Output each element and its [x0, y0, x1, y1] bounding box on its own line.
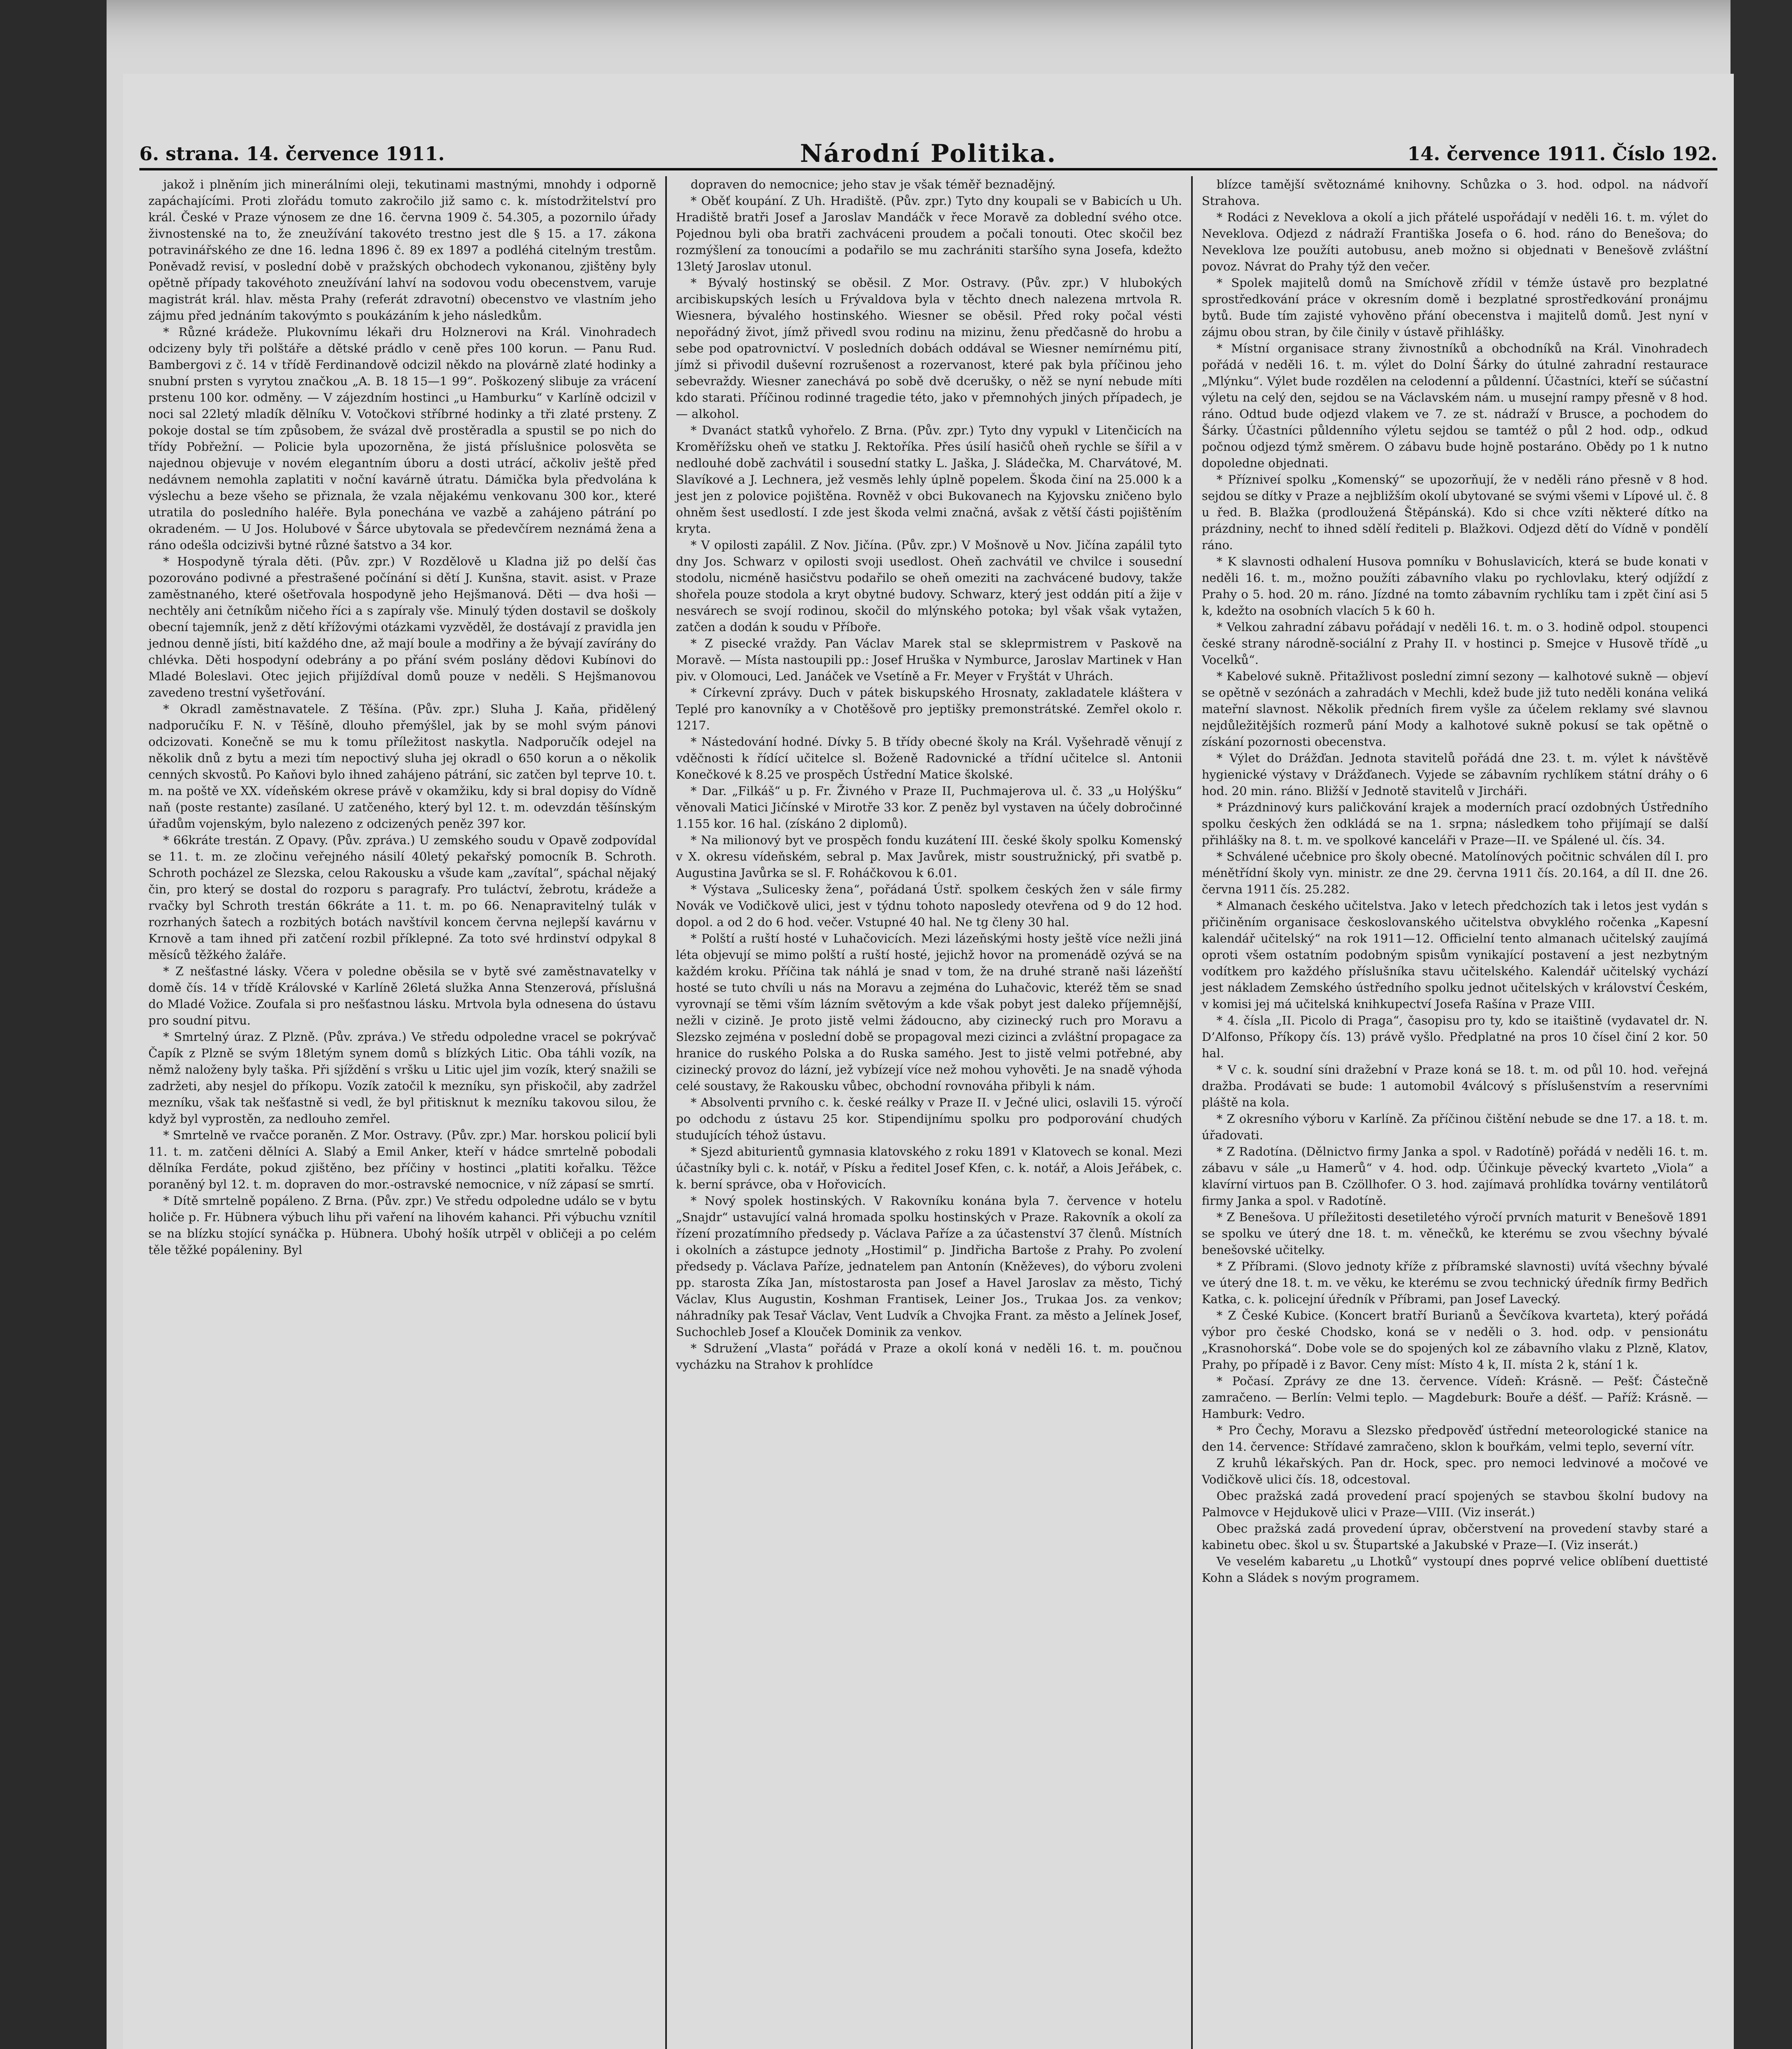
article-paragraph: * Z Příbrami. (Slovo jednoty kříže z příbramské slavnosti) uvítá všechny bývalé ve úterý dne 18. t. m. ve věku, ke kterému se zvou technický úředník firmy Bedřich Katka, c. k. policejní úředník v Příbrami, pan Josef Lavecký. [1202, 1259, 1708, 1306]
article-paragraph: * Z České Kubice. (Koncert bratří Burianů a Ševčíkova kvarteta), který pořádá výbor pro české Chodsko, koná se v neděli o 3. hod. odp. v pensionátu „Krasnohorská“. Dobe vole se do spojených kol ze zábavního vlaku z Plzně, Klatov, Prahy, po případě i z Bavor. Ceny míst: Místo 4 k, II. místa 2 k, stání 1 k. [1202, 1308, 1708, 1372]
article-paragraph: * Rodáci z Neveklova a okolí a jich přátelé uspořádají v neděli 16. t. m. výlet do Neveklova. Odjezd z nádraží Františka Josefa o 6. hod. ráno do Benešova; do Neveklova lze použíti autobusu, aneb možno si objednati v Benešově zvláštní povoz. Návrat do Prahy týž den večer. [1202, 210, 1708, 273]
column-2 [665, 176, 1191, 2049]
article-paragraph: * Almanach českého učitelstva. Jako v letech předchozích tak i letos jest vydán s přičiněním organisace českoslovanského učitelstva obvyklého ročenka „Kapesní kalendář učitelský“ na rok 1911—12. Officielní tento almanach učitelský zaujímá oproti všem ostatním podobným spisům vynikající postavení a jest nezbytným vodítkem pro každého příslušníka stavu učitelského. Kalendář učitelský vychází jest nákladem Zemského ústředního spolku jednot učitelských v království Českém, v komisi jej má učitelská knihkupectví Josefa Rašína v Praze VIII. [1202, 899, 1708, 1011]
article-columns [139, 176, 1717, 2049]
article-paragraph: * Smrtelný úraz. Z Plzně. (Pův. zpráva.) Ve středu odpoledne vracel se pokrývač Čapík z Plzně se svým 18letým synem domů s blízkých Litic. Oba táhli vozík, na němž naloženy byly taška. Při sjíždění s vršku u Litic ujel jim vozík, který snažili se zadržeti, aby nesjel do příkopu. Vozík zatočil k mezníku, syn přiskočil, aby zadržel mezníku, však tak nešťastně si vedl, že byl přitisknut k mezníku takovou silou, že když byl vyprostěn, za nedlouho zemřel. [148, 1030, 656, 1126]
article-paragraph: * Nový spolek hostinských. V Rakovníku konána byla 7. července v hotelu „Snajdr“ ustavující valná hromada spolku hostinských v Praze. Rakovník a okolí za řízení prozatímního předsedy p. Václava Paříze a za účastenství 37 členů. Místních i okolních a zástupce jednoty „Hostimil“ p. Jindřicha Bartoše z Prahy. Po zvolení předsedy p. Václava Paříze, jednatelem pan Antonín (Kněževes), do výboru zvoleni pp. starosta Zíka Jan, místostarosta pan Josef a Havel Jaroslav za město, Tichý Václav, Klus Augustin, Koshman Frantisek, Leiner Jos., Trukaa Jos. za venkov; náhradníky pak Tesař Václav, Vent Ludvík a Chvojka Frant. za město a Jelínek Josef, Suchochleb Josef a Klouček Dominik za venkov. [676, 1194, 1182, 1339]
article-paragraph: * Církevní zprávy. Duch v pátek biskupského Hrosnaty, zakladatele kláštera v Teplé pro kanovníky a v Chotěšově pro jeptišky premonstrátské. Zemřel okolo r. 1217. [676, 686, 1182, 732]
article-paragraph: * Polští a ruští hosté v Luhačovicích. Mezi lázeňskými hosty ještě více nežli jiná léta objevují se mimo polští a ruští hosté, jejichž hovor na promenádě ozývá se na každém kroku. Příčina tak náhlá je snad v tom, že na druhé straně naši lázeňští hosté se tuto chvíli u nás na Moravu a zejména do Luhačovic, kteréž těm se snad vyrovnají se těmi vším lázním světovým a kde však pobyt jest daleko příjemnější, nežli v cizině. Je proto jistě velmi žádoucno, aby cizinecký ruch pro Moravu a Slezsko zejména v poslední době se propagoval mezi cizinci a zvláštní propagace za hranice do ruského Polska a do Ruska samého. Jest to jistě velmi potřebné, aby cizinecký provoz do lázní, jež vybízejí více než mohou vyhověti. Je na snadě výhoda celé soustavy, že Rakousku vůbec, obchodní rovnováha přibyli k nám. [676, 931, 1182, 1093]
article-paragraph: blízce tamější světoznámé knihovny. Schůzka o 3. hod. odpol. na nádvoří Strahova. [1202, 177, 1708, 208]
article-paragraph: * Z pisecké vraždy. Pan Václav Marek stal se skleprmistrem v Paskově na Moravě. — Místa nastoupili pp.: Josef Hruška v Nymburce, Jaroslav Martinek v Han piv. v Olomouci, Led. Janáček ve Vsetíně a Fr. Meyer v Fryštát v Uhrách. [676, 636, 1182, 683]
page-number-date: 6. strana. 14. července 1911. [139, 143, 445, 165]
scan-right-margin [1731, 0, 1792, 2049]
article-paragraph: Z kruhů lékařských. Pan dr. Hock, spec. pro nemoci ledvinové a močové ve Vodičkově ulici čís. 18, odcestoval. [1202, 1456, 1708, 1486]
newspaper-page [123, 74, 1734, 2049]
page-header [139, 139, 1717, 170]
article-paragraph: dopraven do nemocnice; jeho stav je však téměř beznadějný. [691, 177, 1056, 191]
article-paragraph: * Bývalý hostinský se oběsil. Z Mor. Ostravy. (Pův. zpr.) V hlubokých arcibiskupských lesích u Frývaldova byla v těchto dnech nalezena mrtvola R. Wiesnera, bývalého hostinského. Wiesner se oběsil. Před roky počal vésti nepořádný život, jímž přivedl svou rodinu na mizinu, ženu předčasně do hrobu a sebe pod opatrovnictví. V posledních dobách oddával se Wiesner nemírnému pití, jímž si přivodil duševní rozrušenost a rozervanost, které pak byla příčinou jeho sebevraždy. Wiesner zanechává po sobě dvě dcerušky, o něž se nyní nebude míti kdo starati. Příčinou rodinné tragedie této, jako v přemnohých jiných případech, je — alkohol. [676, 276, 1182, 421]
article-paragraph: * V c. k. soudní síni dražební v Praze koná se 18. t. m. od půl 10. hod. veřejná dražba. Prodávati se bude: 1 automobil 4válcový s příslušenstvím a reservními pláště na kola. [1202, 1063, 1708, 1109]
column-3 [1191, 176, 1717, 2049]
issue-date-number: 14. července 1911. Číslo 192. [1407, 143, 1717, 165]
article-paragraph: * Hospodyně týrala děti. (Pův. zpr.) V Rozdělově u Kladna již po delší čas pozorováno podivné a přestrašené počínání si dětí J. Kunšna, stavit. asist. v Praze zaměstnaného, které ošetřovala hospodyně jeho Hejšmanová. Děti — dva hoši — nechtěly ani četníkům ničeho říci a s zapíraly vše. Minulý týden dostavil se doškoly obecní tajemník, jenž z dětí křížovými otázkami vyzvěděl, že dostávají z pravidla jen jednou denně jísti, bití každého dne, až mají boule a modřiny a že bývají zavírány do chlévka. Děti hospodyní odebrány a po přání svém poslány dědovi Kubínovi do Mladé Boleslavi. Otec jejich přijíždíval domů pouze v neděli. S Hejšmanovou zavedeno trestní vyšetřování. [148, 554, 656, 700]
article-paragraph: * Z Benešova. U příležitosti desetiletého výročí prvních maturit v Benešově 1891 se spolku ve úterý dne 18. t. m. věnečků, ke kterému se zvou všechny bývalé benešovské učitelky. [1202, 1210, 1708, 1257]
article-paragraph: * Místní organisace strany živnostníků a obchodníků na Král. Vinohradech pořádá v neděli 16. t. m. výlet do Dolní Šárky do útulné zahradní restaurace „Mlýnku“. Výlet bude rozdělen na celodenní a půldenní. Účastníci, kteří se súčastní výletu na celý den, sejdou se na Václavském nám. u musejní rampy přesně v 8 hod. ráno. Odtud bude odjezd vlakem ve 7. ze st. nádraží v Brusce, a pochodem do Šárky. Účastníci půldenního výletu sejdou se tamtéž o půl 2 hod. odp., odkud počnou odjezd týmž směrem. O zábavu bude hojně postaráno. Obědy po 1 k nutno dopoledne objednati. [1202, 341, 1708, 470]
article-paragraph: * K slavnosti odhalení Husova pomníku v Bohuslavicích, která se bude konati v neděli 16. t. m., možno použíti zábavního vlaku po rychlovlaku, který odjíždí z Prahy o 5. hod. 20 m. ráno. Jízdné na tomto zábavním rychlíku tam i zpět činí asi 5 k, kdežto na osobních vlacích 5 k 60 h. [1202, 554, 1708, 618]
article-paragraph: * 4. čísla „II. Picolo di Praga“, časopisu pro ty, kdo se itaištině (vydavatel dr. N. D’Alfonso, Příkopy čís. 13) právě vyšlo. Předplatné na pros 10 čísel činí 2 kor. 50 hal. [1202, 1013, 1708, 1060]
article-paragraph: * Na milionový byt ve prospěch fondu kuzátení III. české školy spolku Komenský v X. okresu vídeňském, sebral p. Max Javůrek, mistr soustružnický, při svatbě p. Augustina Javůrka se sl. F. Roháčkovou k 6.01. [676, 833, 1182, 880]
article-paragraph: * Z Radotína. (Dělnictvo firmy Janka a spol. v Radotíně) pořádá v neděli 16. t. m. zábavu v sále „u Hamerů“ v 4. hod. odp. Účinkuje pěvecký kvarteto „Viola“ a klavírní virtuos pan B. Czöllhofer. O 3. hod. zajímavá prohlídka továrny ventilátorů firmy Janka a spol. v Radotíně. [1202, 1145, 1708, 1208]
article-paragraph: * Schválené učebnice pro školy obecné. Matolínových počitnic schválen díl I. pro ménětřídní školy vyn. ministr. ze dne 29. června 1911 čís. 20.164, a díl II. dne 26. června 1911 čís. 25.282. [1202, 850, 1708, 896]
article-paragraph: * Spolek majitelů domů na Smíchově zřídil v témže ústavě pro bezplatné sprostředkování práce v okresním domě i bezplatné sprostředkování pronájmu bytů. Bude tím zajisté vyhověno přání obecenstva i majitelů domů. Jest nyní v zájmu obou stran, by čile činily v ústavě přihlášky. [1202, 276, 1708, 339]
article-paragraph: Obec pražská zadá provedení prací spojených se stavbou školní budovy na Palmovce v Hejdukově ulici v Praze—VIII. (Viz inserát.) [1202, 1489, 1708, 1519]
article-paragraph: * Z okresního výboru v Karlíně. Za příčinou čištění nebude se dne 17. a 18. t. m. úřadovati. [1202, 1112, 1708, 1142]
article-paragraph: * Kabelové sukně. Přitažlivost poslední zimní sezony — kalhotové sukně — objeví se opětně v sezónách a zahradách v Mechli, kdež bude již tuto neděli konána veliká mateřní slavnost. Několik předních firem vyšle za účelem reklamy své slavnou nejdůležitějších rozmerů pání Mody a kalhotové sukně pokusí se tak opětně o získání pozornosti obecenstva. [1202, 669, 1708, 749]
article-paragraph: * Počasí. Zprávy ze dne 13. července. Vídeň: Krásně. — Pešť: Částečně zamračeno. — Berlín: Velmi teplo. — Magdeburk: Bouře a déšť. — Paříž: Krásně. — Hamburk: Vedro. [1202, 1374, 1708, 1421]
article-paragraph: * Z nešťastné lásky. Včera v poledne oběsila se v bytě své zaměstnavatelky v domě čís. 14 v třídě Královské v Karlíně 26letá služka Anna Stenzerová, příslušná do Mladé Vožice. Zoufala si pro nešťastnou lásku. Mrtvola byla odnesena do ústavu pro soudní pitvu. [148, 964, 656, 1027]
newspaper-title: Národní Politika. [800, 139, 1057, 168]
article-paragraph: * Pro Čechy, Moravu a Slezsko předpověď ústřední meteorologické stanice na den 14. července: Střídavé zamračeno, sklon k bouřkám, velmi teplo, severní vítr. [1202, 1423, 1708, 1454]
article-paragraph: * Dítě smrtelně popáleno. Z Brna. (Pův. zpr.) Ve středu odpoledne událo se v bytu holiče p. Fr. Hübnera výbuch lihu při vaření na lihovém kahanci. Při výbuchu vznítil se na blízku stojící synáčka p. Hübnera. Ubohý hošík utrpěl v obličeji a po celém těle těžké popáleniny. Byl [148, 1194, 656, 1257]
article-paragraph: * Různé krádeže. Plukovnímu lékaři dru Holznerovi na Král. Vinohradech odcizeny byly tři polštáře a dětské prádlo v ceně přes 100 korun. — Panu Rud. Bambergovi z č. 14 v třídě Ferdinandově odcizil někdo na plovárně zlaté hodinky a snubní prsten s vyrytou značkou „A. B. 18 15—1 99“. Poškozený slibuje za vrácení prstenu 100 kor. odměny. — V zájezdním hostinci „u Hamburku“ v Karlíně odcizil v noci sal 22letý mladík dělníku V. Votočkovi stříbrné hodinky a tři zlaté prsteny. Z pokoje dostal se tím způsobem, že svázal dvě prostěradla a spustil se po nich do třídy Pobřežní. — Policie byla upozorněna, že jistá příslušnice polosvěta se najednou objevuje v novém elegantním úboru a dosti utrácí, ačkoliv ještě před nedávnem nemohla zaplatiti v noční kavárně útratu. Dámička byla předvolána k výslechu a beze všeho se přiznala, že vzala nějakému venkovanu 300 kor., které utratila do posledního haléře. Byla ponechána ve vazbě a zahájeno pátrání po okradeném. — U Jos. Holubové v Šárce ubytovala se předevčírem neznámá žena a ráno odešla odcizivši bytné různé šatstvo a 34 kor. [148, 325, 656, 552]
article-paragraph: * Výstava „Sulicesky žena“, pořádaná Ústř. spolkem českých žen v sále firmy Novák ve Vodičkově ulici, jest v týdnu tohoto naposledy otevřena od 9 do 12 hod. dopol. a od 2 do 6 hod. večer. Vstupné 40 hal. Ne tg členy 30 hal. [676, 882, 1182, 929]
scan-left-margin [0, 0, 107, 2049]
article-paragraph: Ve veselém kabaretu „u Lhotků“ vystoupí dnes poprvé velice oblíbení duettisté Kohn a Sládek s novým programem. [1202, 1554, 1708, 1585]
article-paragraph: * Prázdninový kurs paličkování krajek a moderních prací ozdobných Ústředního spolku českých žen odkládá se na 1. srpna; následkem toho přijímají se další přihlášky na 8. t. m. ve spolkové kanceláři v Praze—II. ve Spálené ul. čís. 34. [1202, 800, 1708, 847]
article-paragraph: * Absolventi prvního c. k. české reálky v Praze II. v Ječné ulici, oslavili 15. výročí po odchodu z ústavu 25 kor. Stipendijnímu spolku pro podporování chudých studujících téhož ústavu. [676, 1095, 1182, 1142]
article-paragraph: * Dar. „Filkáš“ u p. Fr. Živného v Praze II, Puchmajerova ul. č. 33 „u Holýšku“ věnovali Matici Jičínské v Mirotře 33 kor. Z peněz byl vystaven na účely dobročinné 1.155 kor. 16 hal. (získáno 2 diplomů). [676, 784, 1182, 831]
article-paragraph: jakož i plněním jich minerálními oleji, tekutinami mastnými, mnohdy i odporně zapáchajícími. Proti zlořádu tomuto zakročilo již samo c. k. místodržitelství pro král. České v Praze výnosem ze dne 16. června 1909 č. 54.305, a pozornilo úřady živnostenské na to, že zneužívání takovéto trestno jest dle § 15. a 17. zákona potravinářského ze dne 16. ledna 1896 č. 89 ex 1897 a podléhá citelným trestům. Poněvadž revisí, v poslední době v pražských obchodech vykonanou, zjištěny byly opětně případy takovéhoto zneužívání lahví na sodovou vodu obecenstvem, varuje magistrát král. hlav. města Prahy (referát zdravotní) obecenstvo ve vlastním jeho zájmu před jednáním takovýmto s poukázáním k jeho následkům. [148, 177, 656, 323]
article-paragraph: * Sjezd abiturientů gymnasia klatovského z roku 1891 v Klatovech se konal. Mezi účastníky byli c. k. notář, v Písku a ředitel Josef Kfen, c. k. notář, a Alois Jeřábek, c. k. berní správce, oba v Hořovicích. [676, 1145, 1182, 1191]
article-paragraph: * Nástedování hodné. Dívky 5. B třídy obecné školy na Král. Vyšehradě věnují z vděčnosti k řídící učitelce sl. Boženě Radovnické a třídní učitelce sl. Antonii Konečkové k 8.25 ve prospěch Ústřední Matice školské. [676, 735, 1182, 781]
article-paragraph: Obec pražská zadá provedení úprav, občerstvení na provedení stavby staré a kabinetu obec. škol u sv. Štupartské a Jakubské v Praze—I. (Viz inserát.) [1202, 1522, 1708, 1552]
article-paragraph: * 66kráte trestán. Z Opavy. (Pův. zpráva.) U zemského soudu v Opavě zodpovídal se 11. t. m. ze zločinu veřejného násilí 40letý pekařský pomocník B. Schroth. Schroth pocházel ze Slezska, celou Rakousku a všude kam „zavítal“, spáchal nějaký čin, pro který se dostal do rozporu s paragrafy. Pro tuláctví, žebrotu, krádeže a rvačky byl Schroth trestán 66kráte a 11. t. m. po 66. Nenapravitelný tulák v rozrhaných šatech a rozbitých botách navštívil koncem června nejlepší kavárnu v Krnově a tam ihned při zatčení rozbil příklepné. Za toto své hrdinství odpykal 8 měsíců těžkého žaláře. [148, 833, 656, 962]
article-paragraph: * Přízniveí spolku „Komenský“ se upozorňují, že v neděli ráno přesně v 8 hod. sejdou se dítky v Praze a nejbližším okolí ubytované se svými všemi v Lípové ul. č. 8 u řed. B. Blažka (prodloužená Štěpánská). Kdo si chce vzíti některé dítko na prázdniny, nechť to ihned sdělí řediteli p. Blažkovi. Odjezd dětí do Vídně v pondělí ráno. [1202, 472, 1708, 552]
article-paragraph: * Oběť koupání. Z Uh. Hradiště. (Pův. zpr.) Tyto dny koupali se v Babicích u Uh. Hradiště bratři Josef a Jaroslav Mandáčk v řece Moravě za doblední svého otce. Pojednou byli oba bratři zachváceni proudem a počali tonouti. Otec skočil bez rozmýšlení za tonoucími a podařilo se mu zachrániti staršího syna Josefa, kdežto 13letý Jaroslav utonul. [676, 194, 1182, 273]
article-paragraph: * Sdružení „Vlasta“ pořádá v Praze a okolí koná v neděli 16. t. m. poučnou vycházku na Strahov k prohlídce [676, 1341, 1182, 1372]
article-paragraph: * Výlet do Drážďan. Jednota stavitelů pořádá dne 23. t. m. výlet k návštěvě hygienické výstavy v Drážďanech. Vyjede se zábavním rychlíkem státní dráhy o 6 hod. 20 min. ráno. Bližší v Jednotě stavitelů v Jircháři. [1202, 751, 1708, 798]
article-paragraph: * Smrtelně ve rvačce poraněn. Z Mor. Ostravy. (Pův. zpr.) Mar. horskou policií byli 11. t. m. zatčeni dělníci A. Slabý a Emil Anker, kteří v hádce smrtelně pobodali dělníka Ferdáte, pokud zjištěno, bez příčiny v hostinci „platiti kořalku. Těžce poraněný byl 12. t. m. dopraven do mor.-ostravské nemocnice, v níž zápasí se smrtí. [148, 1128, 656, 1191]
article-paragraph: * Okradl zaměstnavatele. Z Těšína. (Pův. zpr.) Sluha J. Kaňa, přidělený nadporučíku F. N. v Těšíně, dlouho přemýšlel, jak by se mohl svým pánovi odcizovati. Konečně se mu k tomu příležitost naskytla. Nadporučík odejel na několik dnů z bytu a mezi tím nepoctivý sluha jej okradl o 650 korun a o několik cenných skvostů. Po Kaňovi bylo ihned zahájeno pátrání, sic zatčen byl teprve 10. t. m. na poště ve XX. vídeňském okrese právě v okamžiku, kdy si bral dopisy do Vídně naň (poste restante) zasílané. U zatčeného, který byl 12. t. m. odevzdán těšínským úřadům vojenským, bylo nalezeno z odcizených peněz 397 kor. [148, 702, 656, 831]
column-1 [139, 176, 665, 2049]
article-paragraph: * Dvanáct statků vyhořelo. Z Brna. (Pův. zpr.) Tyto dny vypukl v Litenčicích na Kroměřížsku oheň ve statku J. Rektoříka. Přes úsilí hasičů oheň rychle se šířil a v nedlouhé době zachvátil i sousední statky L. Jaška, J. Sládečka, M. Charvátové, M. Slavíkové a J. Lechnera, jež vesměs lehly úplně popelem. Škoda činí na 25.000 k a jest jen z polovice pojištěna. Rovněž v obci Bukovanech na Kyjovsku zničeno bylo ohněm šest usedlostí. I zde jest škoda velmi značná, avšak z větší části pojištěním kryta. [676, 423, 1182, 536]
article-paragraph: * Velkou zahradní zábavu pořádají v neděli 16. t. m. o 3. hodině odpol. stoupenci české strany národně-sociální z Prahy II. v hostinci p. Smejce v Husově třídě „u Vocelků“. [1202, 620, 1708, 667]
article-paragraph: * V opilosti zapálil. Z Nov. Jičína. (Pův. zpr.) V Mošnově u Nov. Jičína zapálil tyto dny Jos. Schwarz v opilosti svoji usedlost. Oheň zachvátil ve chvilce i sousední stodolu, nicméně hasičstvu podařilo se oheň omeziti na zachvácené budovy, takže shořela pouze stodola a kryt obytné budovy. Schwarz, který jest oddán pití a žije v nesvárech se svojí rodinou, skočil do mlýnského potoka; byl však však vytažen, zatčen a dodán k soudu v Příboře. [676, 538, 1182, 634]
